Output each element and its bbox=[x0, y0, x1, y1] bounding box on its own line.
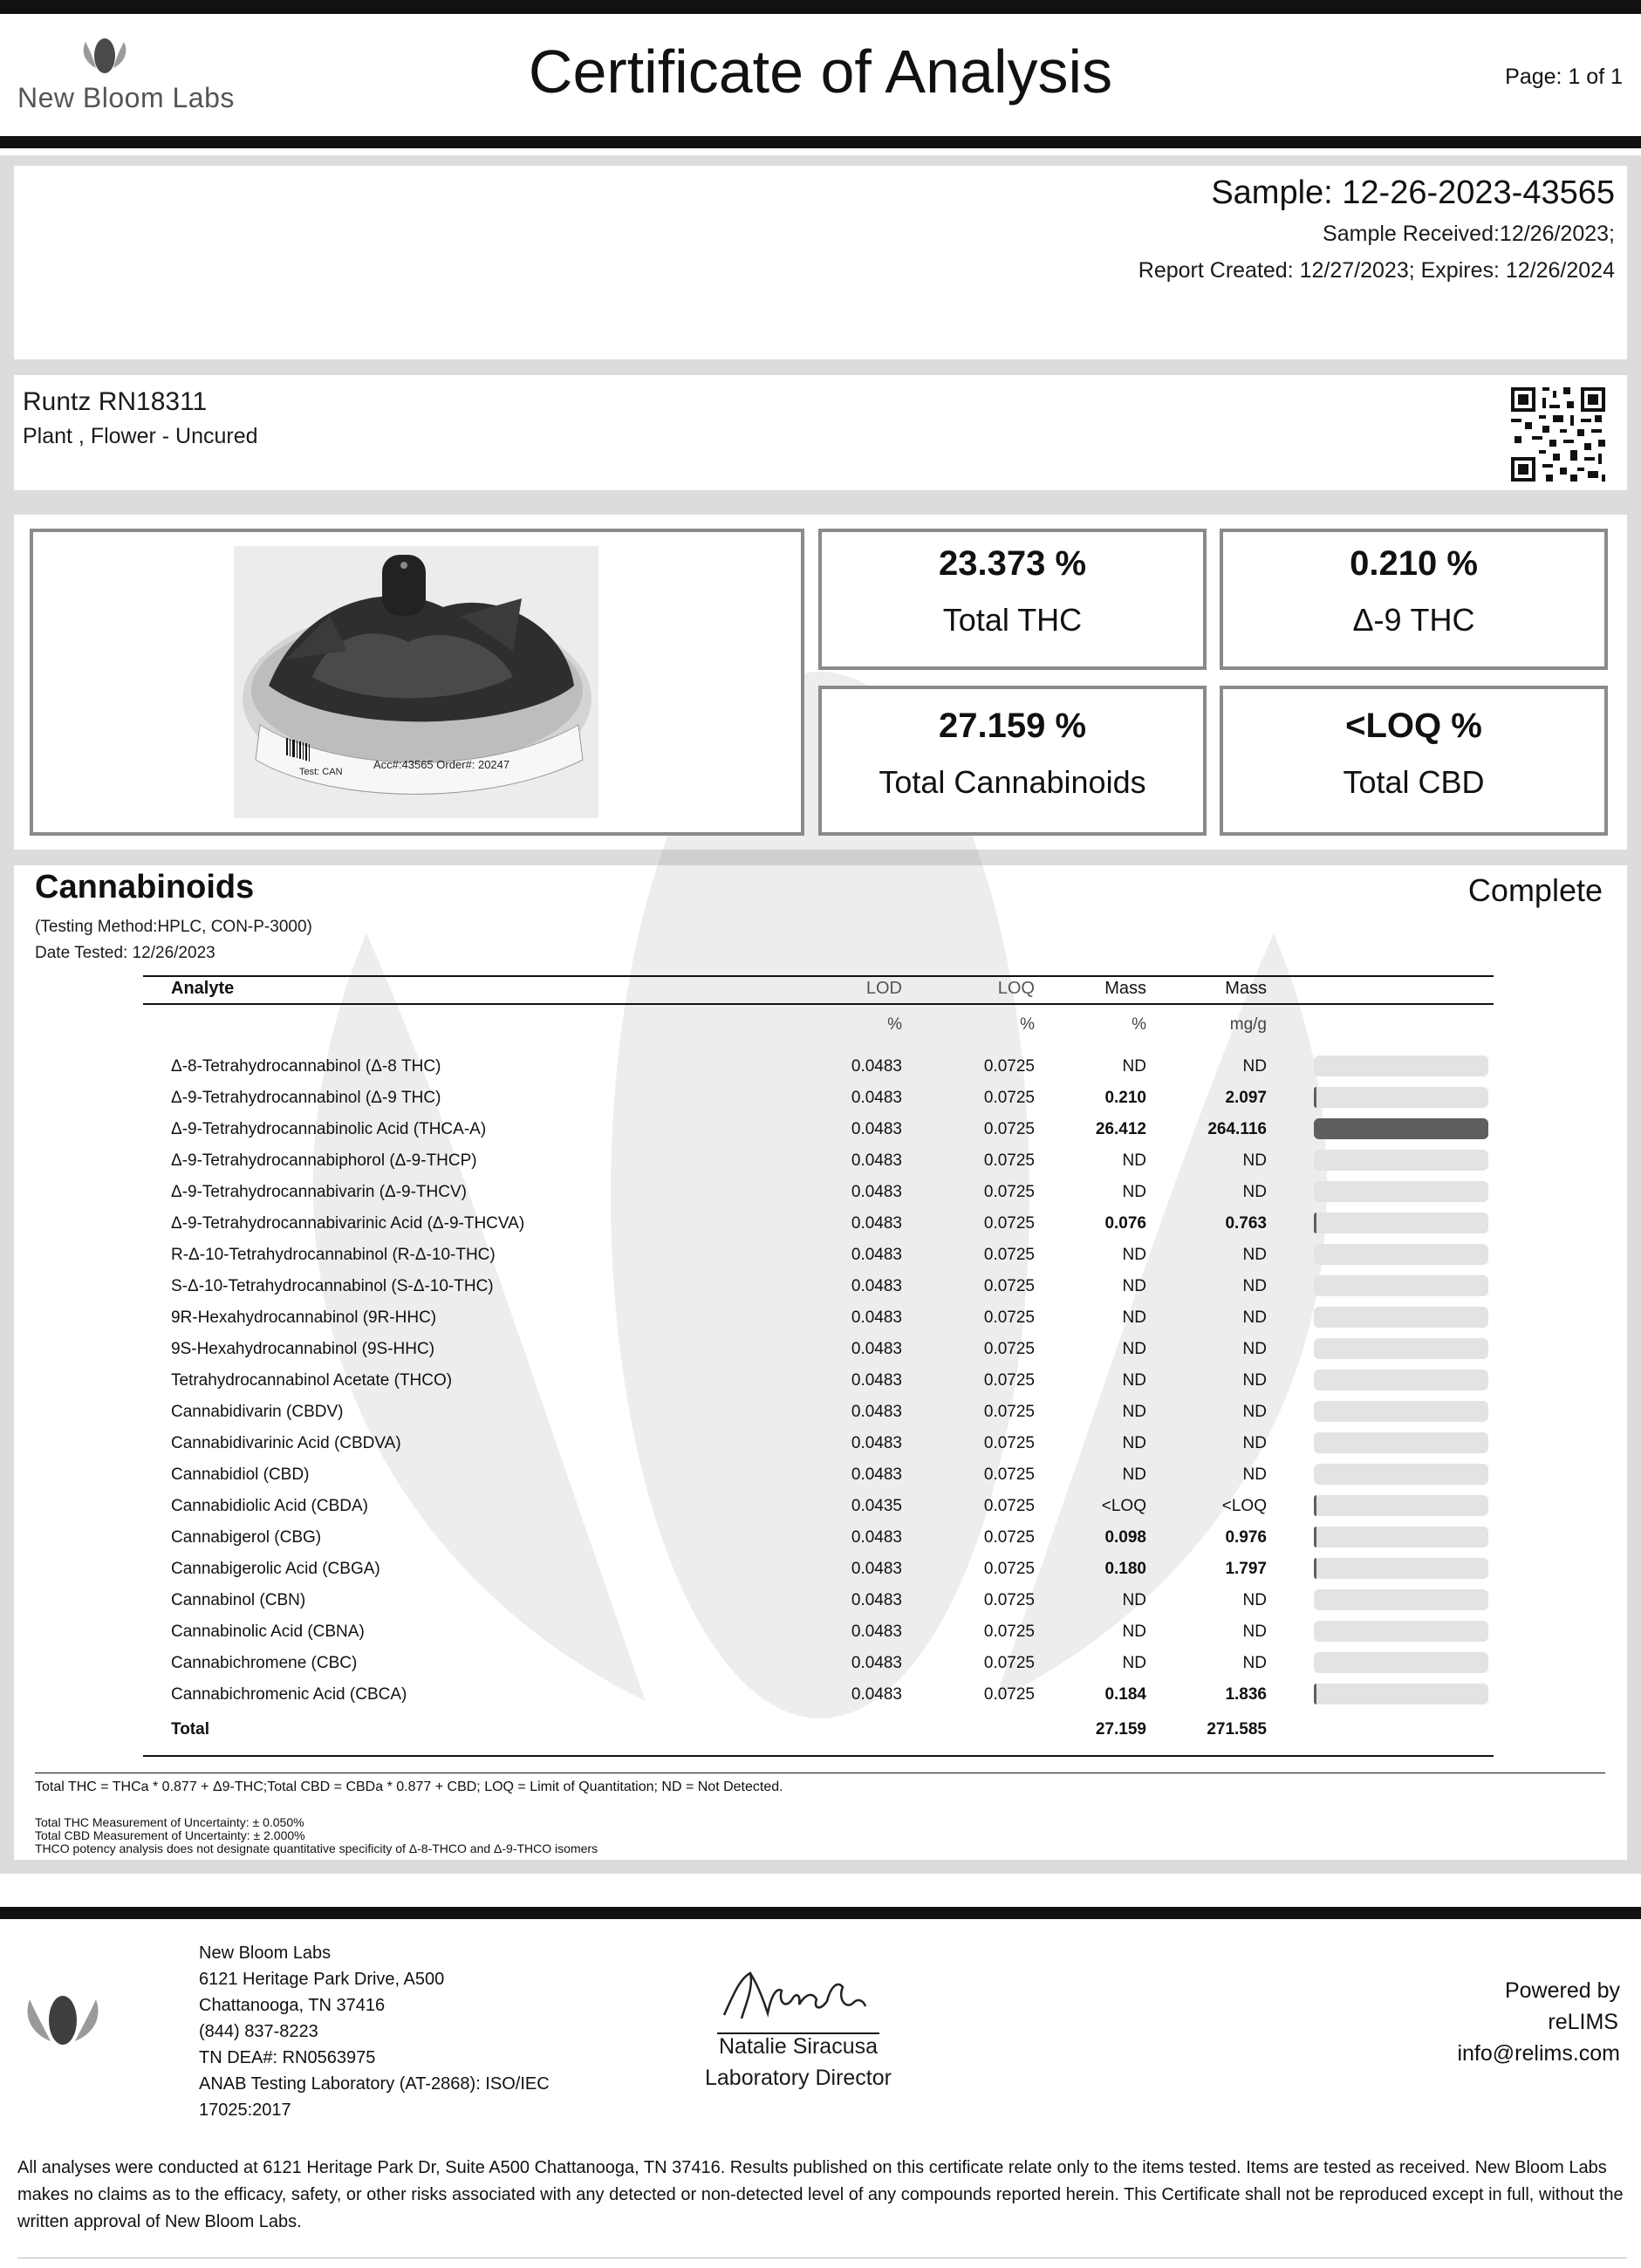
total-mass-mg: 271.585 bbox=[1207, 1720, 1267, 1739]
metric-value: 23.373 % bbox=[938, 544, 1087, 583]
analyte-mass-mg: ND bbox=[1242, 1654, 1267, 1672]
lab-address-line: 6121 Heritage Park Drive, A500 bbox=[199, 1970, 445, 1989]
analyte-level-bar bbox=[1314, 1621, 1488, 1642]
top-bar bbox=[0, 0, 1641, 14]
analyte-mass-pct: <LOQ bbox=[1101, 1497, 1146, 1515]
analyte-level-bar bbox=[1314, 1589, 1488, 1610]
analyte-name: Cannabinol (CBN) bbox=[171, 1591, 306, 1609]
header-bar bbox=[0, 136, 1641, 148]
analyte-loq: 0.0725 bbox=[983, 1685, 1035, 1704]
analyte-level-bar bbox=[1314, 1432, 1488, 1453]
analyte-mass-mg: ND bbox=[1242, 1057, 1267, 1076]
analyte-loq: 0.0725 bbox=[983, 1308, 1035, 1327]
analyte-mass-pct: 0.098 bbox=[1104, 1528, 1146, 1547]
analyte-loq: 0.0725 bbox=[983, 1465, 1035, 1484]
cannabinoids-card bbox=[14, 865, 1627, 1860]
analyte-mass-pct: ND bbox=[1122, 1622, 1146, 1641]
analyte-level-bar bbox=[1314, 1150, 1488, 1171]
lab-address-line: New Bloom Labs bbox=[199, 1944, 332, 1963]
analyte-mass-mg: 1.836 bbox=[1225, 1685, 1267, 1704]
col-header-mass-pct: Mass bbox=[1104, 979, 1146, 998]
analyte-name: Cannabichromenic Acid (CBCA) bbox=[171, 1685, 407, 1704]
analyte-mass-mg: ND bbox=[1242, 1183, 1267, 1201]
analyte-lod: 0.0483 bbox=[851, 1089, 902, 1107]
analyte-mass-pct: ND bbox=[1122, 1183, 1146, 1201]
analyte-loq: 0.0725 bbox=[983, 1591, 1035, 1609]
lab-address-line: Chattanooga, TN 37416 bbox=[199, 1996, 386, 2015]
analyte-loq: 0.0725 bbox=[983, 1340, 1035, 1358]
analyte-lod: 0.0483 bbox=[851, 1560, 902, 1578]
section-status: Complete bbox=[1467, 872, 1603, 908]
total-cannabinoids-metric bbox=[818, 686, 1207, 836]
analyte-mass-pct: 26.412 bbox=[1095, 1120, 1146, 1138]
lab-phone: (844) 837-8223 bbox=[199, 2022, 318, 2041]
analyte-level-bar bbox=[1314, 1087, 1488, 1108]
analyte-loq: 0.0725 bbox=[983, 1183, 1035, 1201]
signature-image bbox=[715, 1961, 872, 2031]
analyte-name: Δ-9-Tetrahydrocannabiphorol (Δ-9-THCP) bbox=[171, 1151, 477, 1170]
analyte-mass-mg: ND bbox=[1242, 1151, 1267, 1170]
analyte-level-fill bbox=[1314, 1684, 1316, 1704]
analyte-lod: 0.0483 bbox=[851, 1214, 902, 1233]
analyte-name: Tetrahydrocannabinol Acetate (THCO) bbox=[171, 1371, 453, 1390]
analyte-level-bar bbox=[1314, 1401, 1488, 1422]
analyte-lod: 0.0483 bbox=[851, 1403, 902, 1421]
analyte-lod: 0.0483 bbox=[851, 1340, 902, 1358]
unit-loq: % bbox=[1020, 1015, 1035, 1034]
analyte-mass-mg: ND bbox=[1242, 1277, 1267, 1295]
analyte-mass-mg: ND bbox=[1242, 1622, 1267, 1641]
disclaimer-text: All analyses were conducted at 6121 Heritage Park Dr, Suite A500 Chattanooga, TN 37416. Results published on this certificate relate only to the items tested. Items are tested as received. New Bloom Labs makes no claims as to the efficacy, safety, or other risks associated with any detected or non-detected level of any compounds reported herein. This Certificate shall not be reproduced except in full, without the written approval of New Bloom Labs. bbox=[17, 2158, 1624, 2231]
total-label: Total bbox=[171, 1720, 209, 1739]
formula-note: Total THC = THCa * 0.877 + Δ9-THC;Total CBD = CBDa * 0.877 + CBD; LOQ = Limit of Quantitation; ND = Not Detected. bbox=[35, 1780, 783, 1794]
analyte-lod: 0.0483 bbox=[851, 1654, 902, 1672]
footer-logo-icon bbox=[17, 1992, 108, 2045]
lab-accreditation: ANAB Testing Laboratory (AT-2868): ISO/IEC bbox=[199, 2074, 550, 2094]
table-top-rule bbox=[143, 975, 1494, 977]
section-title: Cannabinoids bbox=[35, 869, 255, 905]
lab-dea: TN DEA#: RN0563975 bbox=[199, 2048, 376, 2067]
analyte-mass-mg: ND bbox=[1242, 1403, 1267, 1421]
analyte-lod: 0.0483 bbox=[851, 1277, 902, 1295]
analyte-name: Cannabidiol (CBD) bbox=[171, 1465, 310, 1484]
analyte-mass-pct: 0.184 bbox=[1104, 1685, 1146, 1704]
analyte-name: Cannabinolic Acid (CBNA) bbox=[171, 1622, 365, 1641]
analyte-lod: 0.0483 bbox=[851, 1057, 902, 1076]
lab-accreditation: 17025:2017 bbox=[199, 2101, 291, 2120]
analyte-mass-pct: ND bbox=[1122, 1403, 1146, 1421]
analyte-name: R-Δ-10-Tetrahydrocannabinol (R-Δ-10-THC) bbox=[171, 1246, 496, 1264]
total-thc-metric bbox=[818, 529, 1207, 670]
metric-label: Total Cannabinoids bbox=[879, 764, 1146, 800]
analyte-mass-pct: 0.210 bbox=[1104, 1089, 1146, 1107]
report-dates: Report Created: 12/27/2023; Expires: 12/26/2024 bbox=[1138, 258, 1615, 283]
analyte-mass-mg: <LOQ bbox=[1221, 1497, 1267, 1515]
analyte-loq: 0.0725 bbox=[983, 1371, 1035, 1390]
metric-value: <LOQ % bbox=[1345, 707, 1482, 745]
analyte-level-bar bbox=[1314, 1213, 1488, 1233]
signer-name: Natalie Siracusa bbox=[718, 2034, 879, 2059]
signer-role: Laboratory Director bbox=[705, 2066, 892, 2090]
analyte-lod: 0.0483 bbox=[851, 1465, 902, 1484]
analyte-lod: 0.0483 bbox=[851, 1685, 902, 1704]
analyte-mass-mg: 0.976 bbox=[1225, 1528, 1267, 1547]
col-header-lod: LOD bbox=[865, 979, 902, 998]
qr-code[interactable] bbox=[1511, 387, 1605, 482]
analyte-mass-pct: ND bbox=[1122, 1340, 1146, 1358]
sample-id: Sample: 12-26-2023-43565 bbox=[1211, 174, 1615, 211]
product-type: Plant , Flower - Uncured bbox=[23, 424, 258, 448]
analyte-loq: 0.0725 bbox=[983, 1497, 1035, 1515]
analyte-lod: 0.0483 bbox=[851, 1591, 902, 1609]
metric-label: Total CBD bbox=[1343, 764, 1485, 800]
analyte-lod: 0.0483 bbox=[851, 1308, 902, 1327]
col-header-loq: LOQ bbox=[997, 979, 1035, 998]
powered-by-name: reLIMS bbox=[1548, 2010, 1618, 2034]
analyte-mass-mg: ND bbox=[1242, 1371, 1267, 1390]
analyte-level-bar bbox=[1314, 1307, 1488, 1328]
analyte-lod: 0.0483 bbox=[851, 1528, 902, 1547]
analyte-loq: 0.0725 bbox=[983, 1246, 1035, 1264]
delta9-thc-metric bbox=[1220, 529, 1608, 670]
analyte-mass-pct: 0.180 bbox=[1104, 1560, 1146, 1578]
analyte-name: Δ-8-Tetrahydrocannabinol (Δ-8 THC) bbox=[171, 1057, 441, 1076]
analyte-level-bar bbox=[1314, 1370, 1488, 1390]
analyte-level-bar bbox=[1314, 1244, 1488, 1265]
col-header-analyte: Analyte bbox=[171, 979, 235, 998]
analyte-level-bar bbox=[1314, 1275, 1488, 1296]
analyte-level-bar bbox=[1314, 1181, 1488, 1202]
analyte-mass-mg: 264.116 bbox=[1207, 1120, 1267, 1138]
analyte-loq: 0.0725 bbox=[983, 1560, 1035, 1578]
analyte-lod: 0.0483 bbox=[851, 1151, 902, 1170]
analyte-level-bar bbox=[1314, 1527, 1488, 1547]
analyte-lod: 0.0483 bbox=[851, 1183, 902, 1201]
analyte-level-fill bbox=[1314, 1087, 1316, 1108]
analyte-level-bar bbox=[1314, 1118, 1488, 1139]
sample-received-date: Sample Received:12/26/2023; bbox=[1323, 222, 1615, 246]
analyte-mass-pct: 0.076 bbox=[1104, 1214, 1146, 1233]
analyte-mass-mg: ND bbox=[1242, 1308, 1267, 1327]
analyte-level-bar bbox=[1314, 1652, 1488, 1673]
page-number: Page: 1 of 1 bbox=[1505, 65, 1623, 89]
analyte-level-fill bbox=[1314, 1495, 1316, 1516]
analyte-loq: 0.0725 bbox=[983, 1403, 1035, 1421]
photo-order-label: Acc#:43565 Order#: 20247 bbox=[373, 758, 510, 771]
analyte-mass-mg: ND bbox=[1242, 1465, 1267, 1484]
analyte-lod: 0.0483 bbox=[851, 1120, 902, 1138]
analyte-name: S-Δ-10-Tetrahydrocannabinol (S-Δ-10-THC) bbox=[171, 1277, 494, 1295]
document-title: Certificate of Analysis bbox=[528, 38, 1113, 106]
analyte-mass-pct: ND bbox=[1122, 1246, 1146, 1264]
metric-value: 0.210 % bbox=[1350, 544, 1478, 583]
analyte-level-bar bbox=[1314, 1558, 1488, 1579]
analyte-mass-pct: ND bbox=[1122, 1057, 1146, 1076]
analyte-loq: 0.0725 bbox=[983, 1622, 1035, 1641]
powered-by-label: Powered by bbox=[1504, 1978, 1620, 2003]
col-header-mass-mg: Mass bbox=[1225, 979, 1267, 998]
table-bottom-rule bbox=[143, 1755, 1494, 1757]
analyte-mass-mg: 1.797 bbox=[1225, 1560, 1267, 1578]
analyte-lod: 0.0483 bbox=[851, 1622, 902, 1641]
analyte-mass-pct: ND bbox=[1122, 1371, 1146, 1390]
analyte-level-bar bbox=[1314, 1495, 1488, 1516]
analyte-mass-pct: ND bbox=[1122, 1591, 1146, 1609]
analyte-name: Cannabigerol (CBG) bbox=[171, 1528, 322, 1547]
metric-label: Δ-9 THC bbox=[1352, 602, 1475, 638]
analyte-level-fill bbox=[1314, 1558, 1316, 1579]
analyte-name: Cannabidiolic Acid (CBDA) bbox=[171, 1497, 368, 1515]
analyte-level-bar bbox=[1314, 1464, 1488, 1485]
analyte-loq: 0.0725 bbox=[983, 1120, 1035, 1138]
uncertainty-thc: Total THC Measurement of Uncertainty: ± 0.050% bbox=[35, 1815, 304, 1829]
analyte-level-fill bbox=[1314, 1213, 1316, 1233]
total-mass-pct: 27.159 bbox=[1095, 1720, 1146, 1739]
analyte-level-fill bbox=[1314, 1118, 1488, 1139]
analyte-mass-mg: ND bbox=[1242, 1434, 1267, 1452]
powered-by-email[interactable]: info@relims.com bbox=[1457, 2041, 1620, 2066]
unit-lod: % bbox=[887, 1015, 902, 1034]
analyte-loq: 0.0725 bbox=[983, 1057, 1035, 1076]
analyte-name: Δ-9-Tetrahydrocannabinol (Δ-9 THC) bbox=[171, 1089, 441, 1107]
analyte-mass-pct: ND bbox=[1122, 1277, 1146, 1295]
analyte-name: Δ-9-Tetrahydrocannabinolic Acid (THCA-A) bbox=[171, 1120, 487, 1138]
analyte-loq: 0.0725 bbox=[983, 1277, 1035, 1295]
sample-photo bbox=[234, 546, 598, 818]
analyte-name: Cannabidivarinic Acid (CBDVA) bbox=[171, 1434, 401, 1452]
analyte-loq: 0.0725 bbox=[983, 1151, 1035, 1170]
analyte-mass-mg: ND bbox=[1242, 1340, 1267, 1358]
unit-mass-mg: mg/g bbox=[1229, 1015, 1267, 1034]
analyte-name: Cannabichromene (CBC) bbox=[171, 1654, 358, 1672]
analyte-name: 9R-Hexahydrocannabinol (9R-HHC) bbox=[171, 1308, 437, 1327]
analyte-name: Δ-9-Tetrahydrocannabivarin (Δ-9-THCV) bbox=[171, 1183, 467, 1201]
analyte-mass-pct: ND bbox=[1122, 1465, 1146, 1484]
analyte-mass-mg: 0.763 bbox=[1225, 1214, 1267, 1233]
analyte-name: Cannabidivarin (CBDV) bbox=[171, 1403, 344, 1421]
analyte-mass-pct: ND bbox=[1122, 1308, 1146, 1327]
analyte-name: Δ-9-Tetrahydrocannabivarinic Acid (Δ-9-THCVA) bbox=[171, 1214, 525, 1233]
table-header-rule bbox=[143, 1003, 1494, 1005]
thco-note: THCO potency analysis does not designate quantitative specificity of Δ-8-THCO and Δ-9-THCO isomers bbox=[35, 1841, 598, 1855]
analyte-name: 9S-Hexahydrocannabinol (9S-HHC) bbox=[171, 1340, 435, 1358]
unit-mass-pct: % bbox=[1132, 1015, 1146, 1034]
metric-label: Total THC bbox=[942, 602, 1083, 638]
photo-test-label: Test: CAN bbox=[299, 767, 343, 777]
total-cbd-metric bbox=[1220, 686, 1608, 836]
date-tested: Date Tested: 12/26/2023 bbox=[35, 944, 215, 962]
analyte-loq: 0.0725 bbox=[983, 1089, 1035, 1107]
analyte-mass-mg: ND bbox=[1242, 1591, 1267, 1609]
metric-value: 27.159 % bbox=[938, 707, 1087, 745]
analyte-loq: 0.0725 bbox=[983, 1434, 1035, 1452]
testing-method: (Testing Method:HPLC, CON-P-3000) bbox=[35, 918, 312, 936]
product-name: Runtz RN18311 bbox=[23, 387, 208, 416]
analyte-lod: 0.0435 bbox=[851, 1497, 902, 1515]
analyte-level-bar bbox=[1314, 1684, 1488, 1704]
analyte-loq: 0.0725 bbox=[983, 1654, 1035, 1672]
analyte-level-bar bbox=[1314, 1338, 1488, 1359]
analyte-mass-pct: ND bbox=[1122, 1151, 1146, 1170]
analyte-lod: 0.0483 bbox=[851, 1371, 902, 1390]
analyte-lod: 0.0483 bbox=[851, 1434, 902, 1452]
analyte-mass-pct: ND bbox=[1122, 1434, 1146, 1452]
analyte-mass-mg: 2.097 bbox=[1225, 1089, 1267, 1107]
analyte-loq: 0.0725 bbox=[983, 1214, 1035, 1233]
analyte-level-fill bbox=[1314, 1527, 1316, 1547]
analyte-lod: 0.0483 bbox=[851, 1246, 902, 1264]
analyte-mass-pct: ND bbox=[1122, 1654, 1146, 1672]
uncertainty-cbd: Total CBD Measurement of Uncertainty: ± 2.000% bbox=[35, 1828, 305, 1842]
analyte-name: Cannabigerolic Acid (CBGA) bbox=[171, 1560, 380, 1578]
footer-bar bbox=[0, 1907, 1641, 1919]
analyte-mass-mg: ND bbox=[1242, 1246, 1267, 1264]
analyte-level-bar bbox=[1314, 1055, 1488, 1076]
lab-address bbox=[199, 1940, 550, 2123]
lab-logo-text: New Bloom Labs bbox=[17, 82, 235, 113]
analyte-loq: 0.0725 bbox=[983, 1528, 1035, 1547]
